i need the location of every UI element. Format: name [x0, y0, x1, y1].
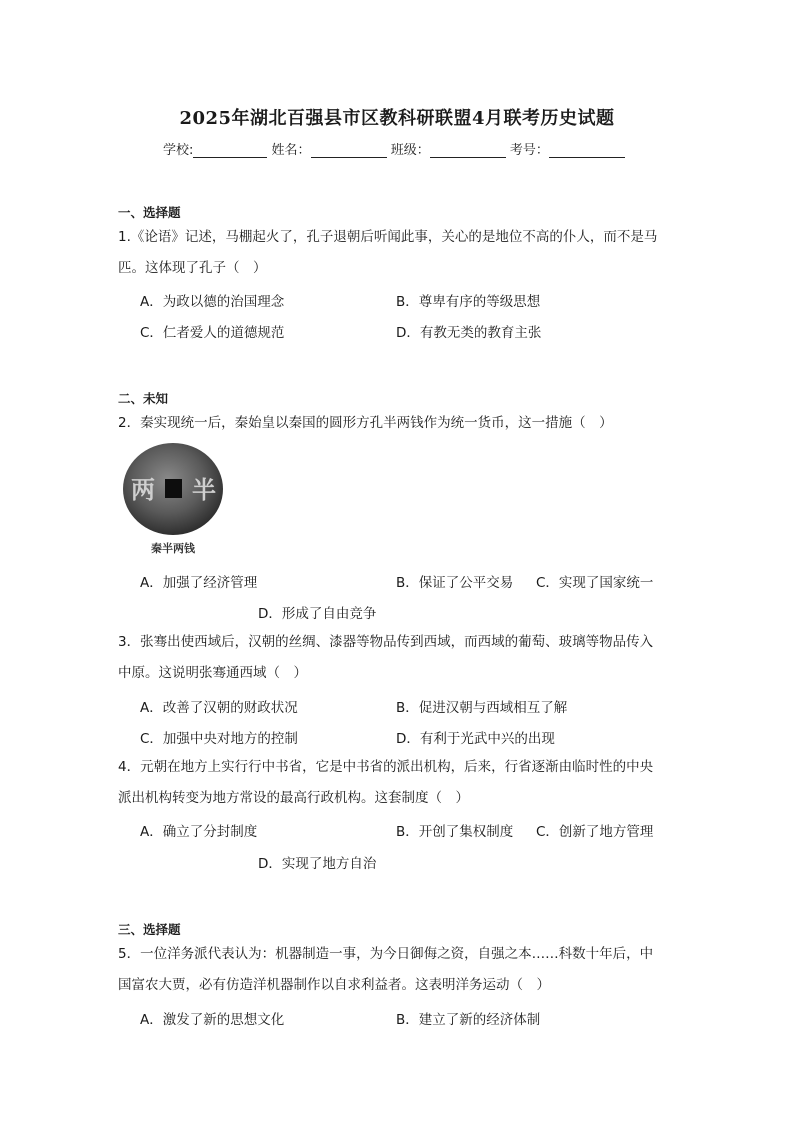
- question-1-line-2: 匹。这体现了孔子（ ）: [118, 260, 267, 276]
- question-5-option-b[interactable]: B．建立了新的经济体制: [396, 1012, 541, 1028]
- question-4-option-c[interactable]: C．创新了地方管理: [536, 824, 654, 840]
- question-3-option-d[interactable]: D．有利于光武中兴的出现: [396, 731, 555, 747]
- section-heading-1: 一、选择题: [118, 205, 181, 220]
- question-1-option-c[interactable]: C．仁者爱人的道德规范: [140, 325, 285, 341]
- number-label: 考号：: [509, 143, 549, 158]
- question-4-option-a[interactable]: A．确立了分封制度: [140, 824, 258, 840]
- question-3-line-2: 中原。这说明张骞通西域（ ）: [118, 665, 307, 681]
- question-2-option-a[interactable]: A．加强了经济管理: [140, 575, 258, 591]
- class-blank[interactable]: [430, 143, 506, 158]
- coin-caption: 秦半两钱: [151, 542, 195, 555]
- class-label: 班级：: [390, 143, 430, 158]
- exam-title: 2025年湖北百强县市区教科研联盟4月联考历史试题: [179, 108, 615, 129]
- name-blank[interactable]: [311, 143, 387, 158]
- question-4-option-b[interactable]: B．开创了集权制度: [396, 824, 514, 840]
- question-3-option-a[interactable]: A．改善了汉朝的财政状况: [140, 700, 298, 716]
- coin-char-right: 半: [192, 475, 216, 504]
- student-info-row: [163, 139, 625, 158]
- question-3-option-b[interactable]: B．促进汉朝与西域相互了解: [396, 700, 568, 716]
- question-5-line-1: 5．一位洋务派代表认为：机器制造一事，为今日御侮之资，自强之本……科数十年后，中: [118, 946, 654, 962]
- question-2-line-1: 2．秦实现统一后，秦始皇以秦国的圆形方孔半两钱作为统一货币，这一措施（ ）: [118, 415, 613, 431]
- question-3-option-c[interactable]: C．加强中央对地方的控制: [140, 731, 298, 747]
- question-5-option-a[interactable]: A．激发了新的思想文化: [140, 1012, 285, 1028]
- question-4-option-d[interactable]: D．实现了地方自治: [258, 856, 377, 872]
- question-1-option-a[interactable]: A．为政以德的治国理念: [140, 294, 285, 310]
- section-heading-2: 二、未知: [118, 391, 169, 406]
- number-blank[interactable]: [549, 143, 625, 158]
- school-label: 学校:: [163, 143, 194, 158]
- question-2-option-d[interactable]: D．形成了自由竞争: [258, 606, 377, 622]
- question-4-line-1: 4．元朝在地方上实行行中书省，它是中书省的派出机构，后来，行省逐渐由临时性的中央: [118, 759, 654, 775]
- section-heading-3: 三、选择题: [118, 922, 181, 937]
- question-1-line-1: 1.《论语》记述，马棚起火了，孔子退朝后听闻此事，关心的是地位不高的仆人，而不是马: [118, 229, 658, 245]
- school-blank[interactable]: [193, 143, 267, 158]
- question-2-option-b[interactable]: B．保证了公平交易: [396, 575, 514, 591]
- coin-char-left: 两: [131, 475, 155, 504]
- question-5-line-2: 国富农大贾，必有仿造洋机器制作以自求利益者。这表明洋务运动（ ）: [118, 977, 550, 993]
- question-1-option-b[interactable]: B．尊卑有序的等级思想: [396, 294, 541, 310]
- qin-banliang-coin-image: [118, 441, 228, 557]
- question-2-option-c[interactable]: C．实现了国家统一: [536, 575, 654, 591]
- name-label: 姓名：: [271, 143, 311, 158]
- question-3-line-1: 3．张骞出使西域后，汉朝的丝绸、漆器等物品传到西域，而西域的葡萄、玻璃等物品传入: [118, 634, 654, 650]
- question-1-option-d[interactable]: D．有教无类的教育主张: [396, 325, 542, 341]
- coin-square-hole: [165, 479, 182, 498]
- question-4-line-2: 派出机构转变为地方常设的最高行政机构。这套制度（ ）: [118, 790, 469, 806]
